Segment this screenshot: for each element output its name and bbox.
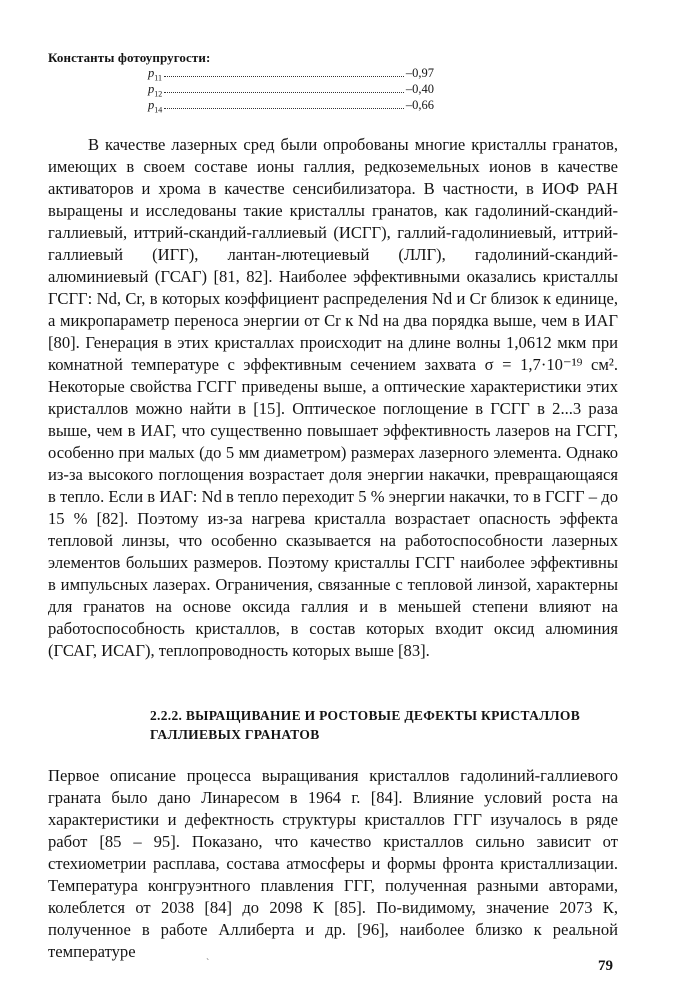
dot-leader xyxy=(164,75,404,77)
constant-symbol: $p_{11}$ xyxy=(148,66,162,83)
constant-row-p11 xyxy=(148,66,434,82)
constant-value: –0,66 xyxy=(405,98,434,112)
constant-row-p14 xyxy=(148,98,434,114)
constant-row-p12 xyxy=(148,82,434,98)
constant-value: –0,97 xyxy=(405,66,434,80)
paragraph-laser-media: В качестве лазерных сред были опробованы многие кристаллы гранатов, имеющих в своем составе ионы галлия, редкоземельных ионов в качестве активаторов и хрома в качестве сенсибилизатора. В частности, в ИОФ РАН выращены и исследованы такие кристаллы гранатов, как гадолиний-скандий-галлиевый, иттрий-скандий-галлиевый (ИСГГ), галлий-гадолиниевый, иттрий-галлиевый (ИГГ), лантан-лютециевый (ЛЛГ), гадолиний-скандий-алюминиевый (ГСАГ) [81, 82]. Наиболее эффективными оказались кристаллы ГСГГ: Nd, Cr, в которых коэффициент распределения Nd и Cr близок к единице, а микропараметр переноса энергии от Cr к Nd на два порядка выше, чем в ИАГ [80]. Генерация в этих кристаллах происходит на длине волны 1,0612 мкм при комнатной температуре с эффективным сечением захвата σ = 1,7·10⁻¹⁹ см². Некоторые свойства ГСГГ приведены выше, а оптические характеристики этих кристаллов можно найти в [15]. Оптическое поглощение в ГСГГ в 2...3 раза выше, чем в ИАГ, что существенно повышает эффективность лазеров на ГСГГ, особенно при малых (до 5 мм диаметром) размерах лазерного элемента. Однако из-за высокого поглощения возрастает доля энергии накачки, превращающаяся в тепло. Если в ИАГ: Nd в тепло переходит 5 % энергии накачки, то в ГСГГ – до 15 % [82]. Поэтому из-за нагрева кристалла возрастает опасность эффекта тепловой линзы, что особенно сказывается на работоспособности лазерных элементов больших размеров. Поэтому кристаллы ГСГГ наиболее эффективны в импульсных лазерах. Ограничения, связанные с тепловой линзой, характерны для гранатов на основе оксида галлия и в меньшей степени влияют на работоспособность кристаллов, в состав которых входит оксид алюминия (ГСАГ, ИСАГ), теплопроводность которых выше [83]. xyxy=(48,135,618,660)
constant-symbol: $p_{14}$ xyxy=(148,98,163,115)
constants-title: Константы фотоупругости: xyxy=(48,50,211,65)
dot-leader xyxy=(164,91,404,93)
constant-symbol: $p_{12}$ xyxy=(148,82,163,99)
dot-leader xyxy=(164,107,404,109)
constant-value: –0,40 xyxy=(405,82,434,96)
paragraph-crystal-growth: Первое описание процесса выращивания кристаллов гадолиний-галлиевого граната было дано Линаресом в 1964 г. [84]. Влияние условий роста на характеристики и дефектность структуры кристаллов ГГГ изучалось в ряде работ [85 – 95]. Показано, что качество кристаллов сильно зависит от стехиометрии расплава, состава атмосферы и формы фронта кристаллизации. Температура конгруэнтного плавления ГГГ, полученная разными авторами, колеблется от 2038 [84] до 2098 К [85]. По-видимому, значение 2073 К, полученное в работе Аллиберта и др. [96], наиболее близко к реальной температуре xyxy=(48,766,618,961)
page-number: 79 xyxy=(598,958,613,974)
print-speck: ` xyxy=(206,958,210,969)
section-heading: 2.2.2. ВЫРАЩИВАНИЕ И РОСТОВЫЕ ДЕФЕКТЫ КРИСТАЛЛОВ ГАЛЛИЕВЫХ ГРАНАТОВ xyxy=(150,708,581,742)
